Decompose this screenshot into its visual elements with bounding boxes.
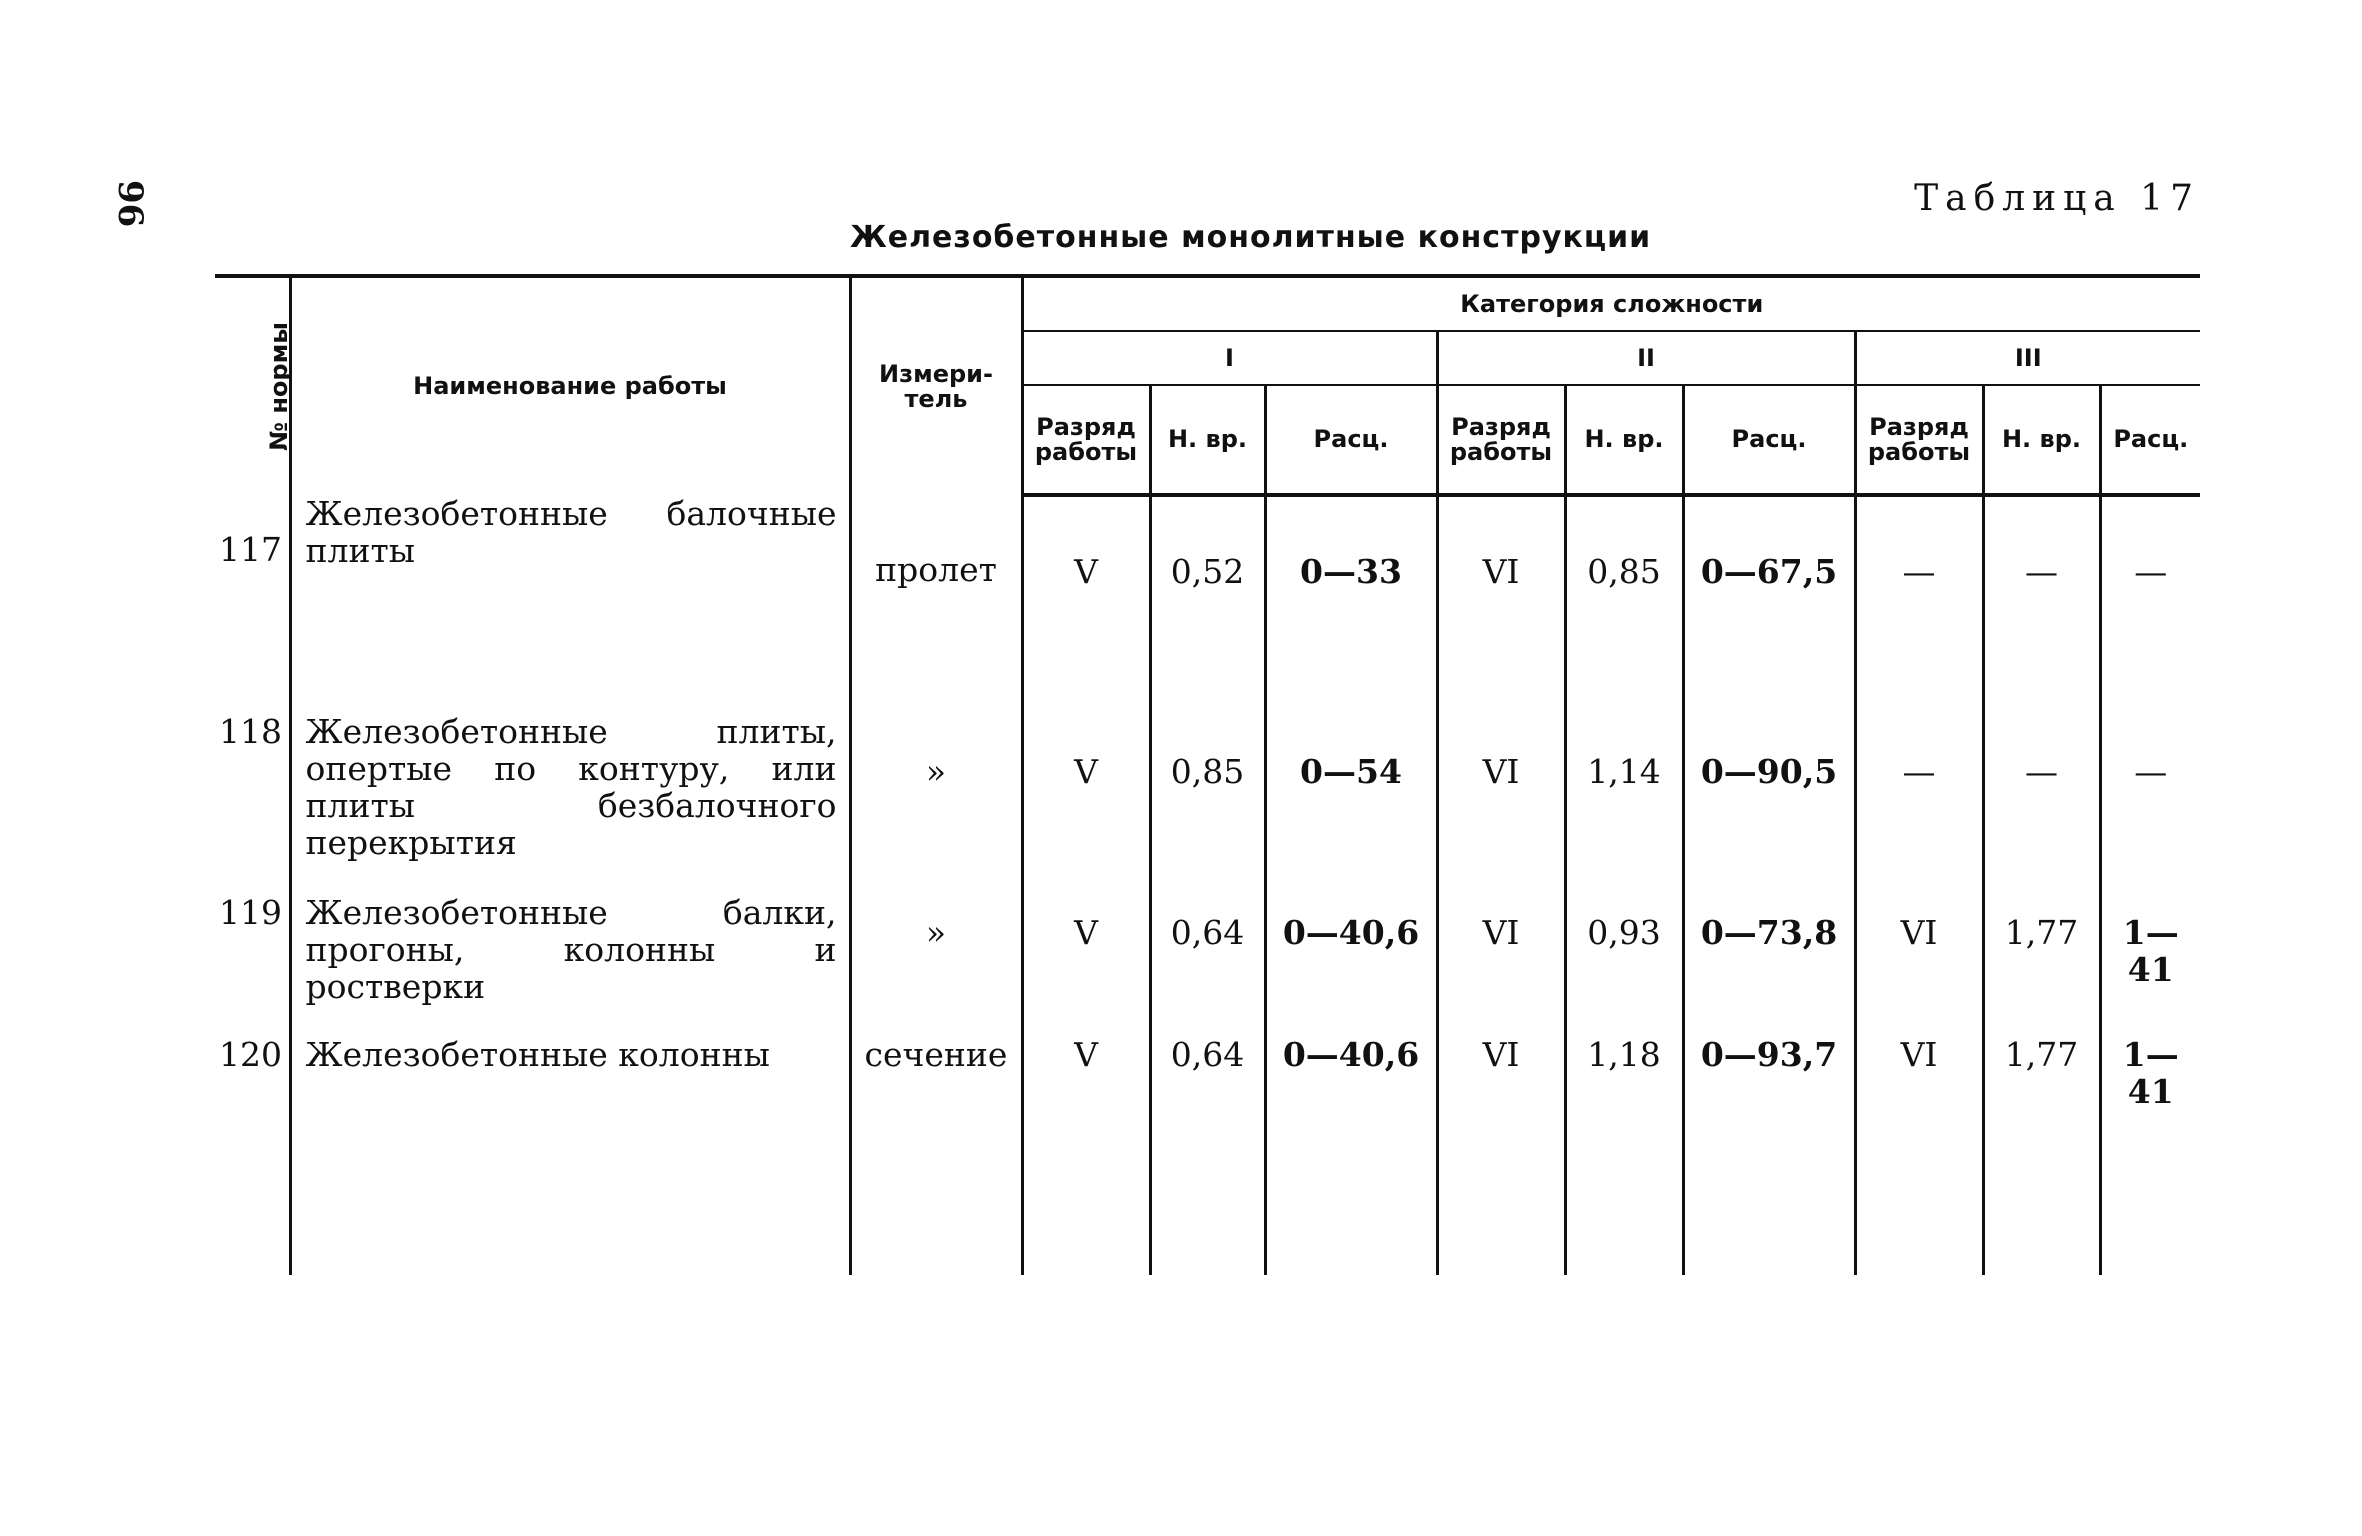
header-cat2-time: Н. вр.	[1565, 385, 1683, 495]
cat2-time: 1,18	[1565, 1036, 1683, 1275]
cat1-rate: 0—54	[1265, 713, 1437, 894]
cat1-grade: V	[1022, 894, 1150, 1036]
norm-number: 118	[215, 713, 290, 894]
cat1-time: 0,85	[1150, 713, 1265, 894]
cat3-grade: VI	[1855, 894, 1983, 1036]
table-row	[215, 713, 2200, 894]
norm-number: 119	[215, 894, 290, 1036]
cat2-grade: VI	[1437, 894, 1565, 1036]
table-label: Таблица 17	[1914, 178, 2200, 219]
cat1-grade: V	[1022, 495, 1150, 713]
header-complexity-category: Категория сложности	[1022, 276, 2200, 331]
norm-number: 117	[215, 495, 290, 713]
norms-table	[215, 274, 2200, 1275]
header-cat1-rate: Расц.	[1265, 385, 1437, 495]
cat2-rate: 0—67,5	[1683, 495, 1855, 713]
cat1-rate: 0—40,6	[1265, 894, 1437, 1036]
measure-unit: »	[850, 713, 1022, 894]
cat3-time: 1,77	[1983, 1036, 2100, 1275]
header-cat2-grade: Разряд работы	[1437, 385, 1565, 495]
cat2-grade: VI	[1437, 713, 1565, 894]
cat1-rate: 0—40,6	[1265, 1036, 1437, 1275]
cat3-time: —	[1983, 495, 2100, 713]
table-row	[215, 495, 2200, 713]
cat2-grade: VI	[1437, 495, 1565, 713]
header-cat3-rate: Расц.	[2100, 385, 2200, 495]
cat2-rate: 0—73,8	[1683, 894, 1855, 1036]
header-cat1-grade: Разряд работы	[1022, 385, 1150, 495]
work-name: Железобетонные колонны	[290, 1036, 850, 1275]
cat1-grade: V	[1022, 1036, 1150, 1275]
cat3-rate: —	[2134, 752, 2168, 791]
table-header	[215, 276, 2200, 495]
header-cat3-grade: Разряд работы	[1855, 385, 1983, 495]
cat1-time: 0,64	[1150, 894, 1265, 1036]
norm-number: 120	[215, 1036, 290, 1275]
cat2-time: 1,14	[1565, 713, 1683, 894]
header-work-name: Наименование работы	[290, 276, 850, 495]
cat1-grade: V	[1022, 713, 1150, 894]
table-title: Железобетонные монолитные конструкции	[850, 220, 1652, 255]
cat3-time: —	[1983, 713, 2100, 894]
table-body	[215, 495, 2200, 1275]
work-name: Железобетонные плиты, опертые по контуру, или плиты безбалочного перекрытия	[290, 713, 850, 894]
cat2-time: 0,85	[1565, 495, 1683, 713]
cat3-grade: —	[1855, 495, 1983, 713]
table-row	[215, 1036, 2200, 1275]
header-category-1: I	[1022, 331, 1437, 385]
cat2-time: 0,93	[1565, 894, 1683, 1036]
measure-unit: пролет	[850, 495, 1022, 713]
cat2-rate: 0—90,5	[1683, 713, 1855, 894]
cat3-time: 1,77	[1983, 894, 2100, 1036]
measure-unit: сечение	[850, 1036, 1022, 1275]
cat2-rate: 0—93,7	[1683, 1036, 1855, 1275]
cat1-time: 0,64	[1150, 1036, 1265, 1275]
cat1-time: 0,52	[1150, 495, 1265, 713]
header-norm-number: № нормы	[215, 276, 290, 495]
work-name: Железобетонные балки, прогоны, колонны и ростверки	[290, 894, 850, 1036]
header-measure: Измери- тель	[850, 276, 1022, 495]
table-row	[215, 894, 2200, 1036]
cat3-rate: 1—41	[2122, 913, 2179, 989]
cat1-rate: 0—33	[1265, 495, 1437, 713]
header-cat3-time: Н. вр.	[1983, 385, 2100, 495]
measure-unit: »	[850, 894, 1022, 1036]
header-cat1-time: Н. вр.	[1150, 385, 1265, 495]
cat2-grade: VI	[1437, 1036, 1565, 1275]
cat3-rate: 1—41	[2122, 1035, 2179, 1111]
page-number: 96	[110, 180, 150, 228]
work-name: Железобетонные балочные плиты	[290, 495, 850, 713]
header-cat2-rate: Расц.	[1683, 385, 1855, 495]
cat3-grade: VI	[1855, 1036, 1983, 1275]
header-category-3: III	[1855, 331, 2200, 385]
cat3-grade: —	[1855, 713, 1983, 894]
cat3-rate: —	[2134, 552, 2168, 591]
header-category-2: II	[1437, 331, 1855, 385]
